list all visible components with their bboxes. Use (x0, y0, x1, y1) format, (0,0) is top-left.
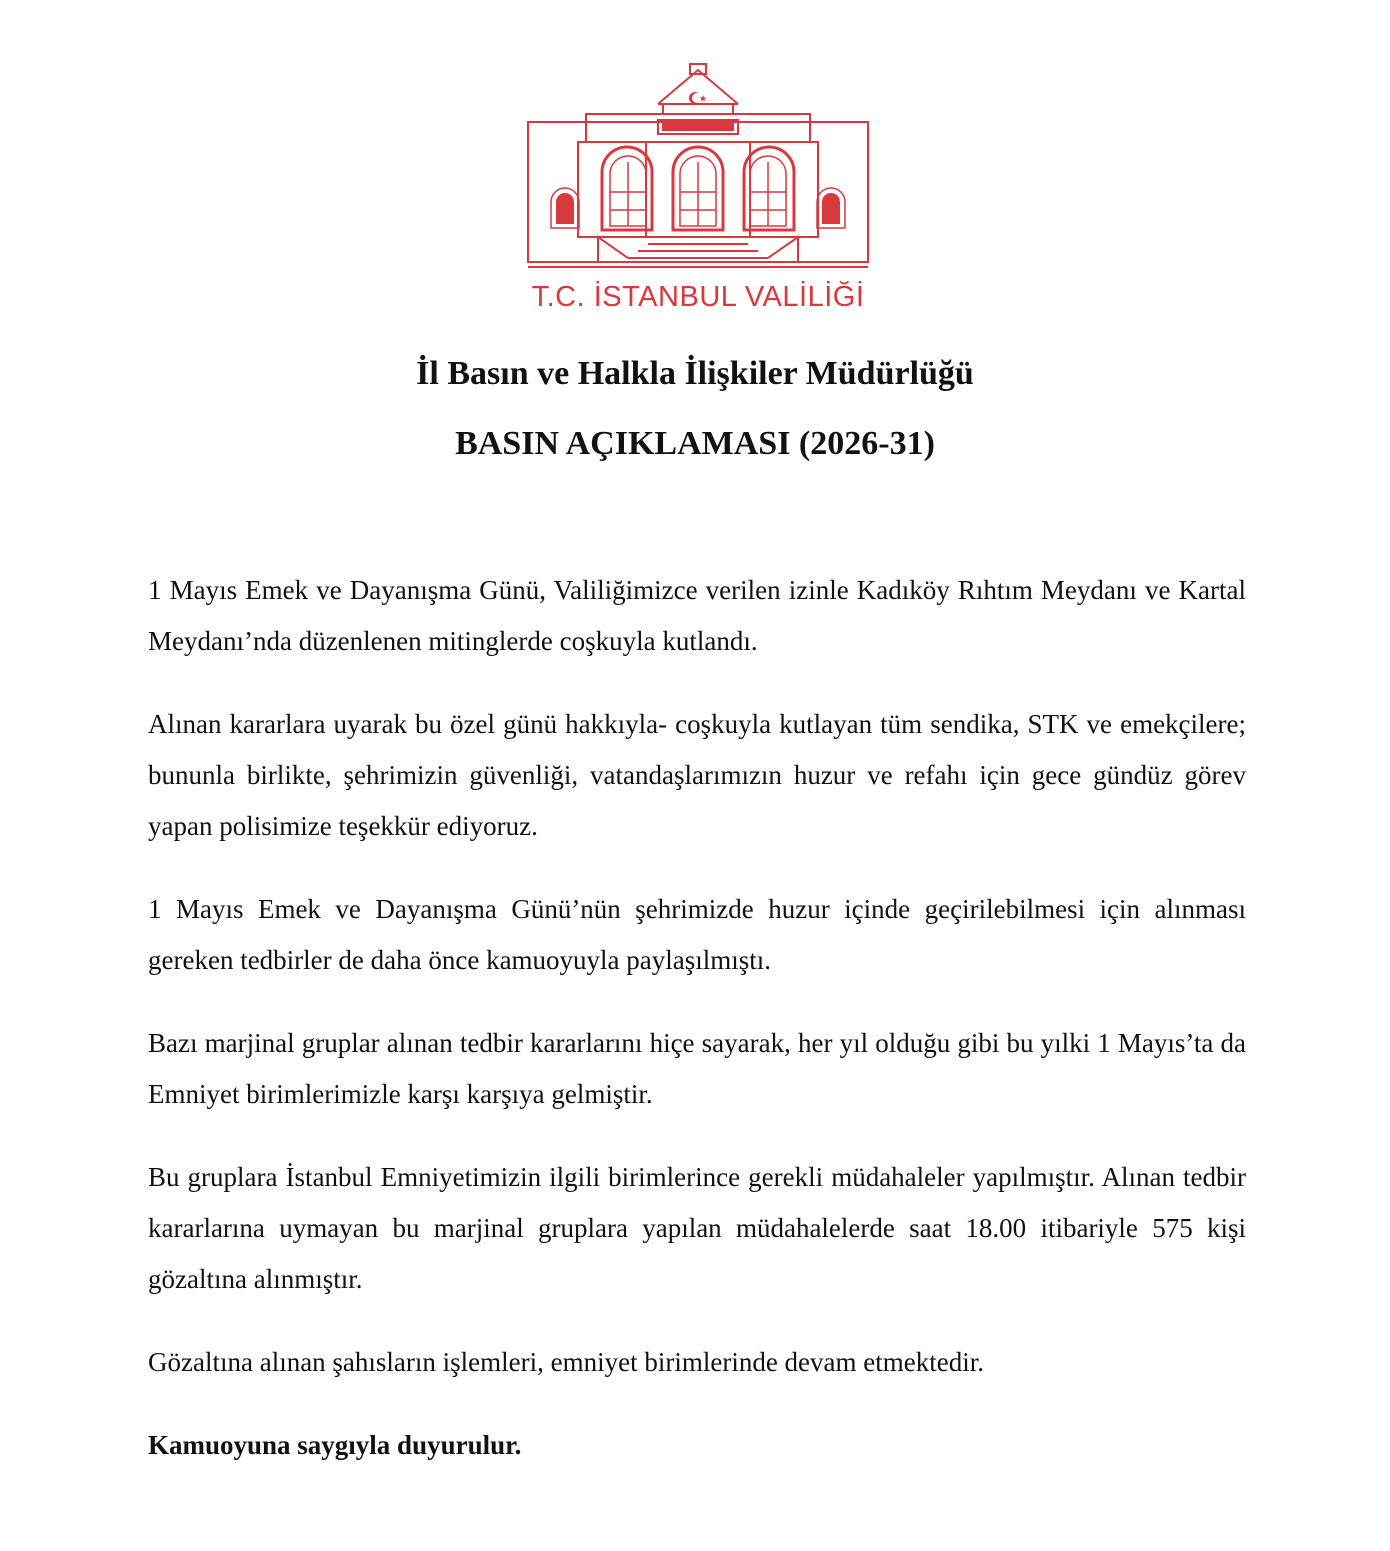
body-paragraph: Bazı marjinal gruplar alınan tedbir kararlarını hiçe sayarak, her yıl olduğu gibi bu yılki 1 Mayıs’ta da Emniyet birimlerimizle karşı karşıya gelmiştir. (148, 1028, 1246, 1109)
body-paragraph: 1 Mayıs Emek ve Dayanışma Günü’nün şehrimizde huzur içinde geçirilebilmesi için alınması gereken tedbirler de daha önce kamuoyuyla paylaşılmıştı. (148, 894, 1246, 975)
governorship-building-icon (518, 62, 878, 322)
department-heading: İl Basın ve Halkla İlişkiler Müdürlüğü (416, 355, 974, 392)
body-paragraph: Alınan kararlara uyarak bu özel günü hakkıyla- coşkuyla kutlayan tüm sendika, STK ve emekçilere; bununla birlikte, şehrimizin güvenliği, vatandaşlarımızın huzur ve refahı için gece gündüz görev yapan polisimize teşekkür ediyoruz. (148, 709, 1246, 841)
body-paragraph: Bu gruplara İstanbul Emniyetimizin ilgili birimlerince gerekli müdahaleler yapılmıştır. Alınan tedbir kararlarına uymayan bu marjinal gruplara yapılan müdahalelerde saat 18.00 itibariyle 575 kişi gözaltına alınmıştır. (148, 1162, 1246, 1294)
body-paragraph: Gözaltına alınan şahısların işlemleri, emniyet birimlerinde devam etmektedir. (148, 1347, 984, 1377)
press-release-body (148, 565, 1246, 1503)
closing-statement: Kamuoyuna saygıyla duyurulur. (148, 1430, 522, 1460)
body-paragraph: 1 Mayıs Emek ve Dayanışma Günü, Valiliğimizce verilen izinle Kadıköy Rıhtım Meydanı ve Kartal Meydanı’nda düzenlenen mitinglerde coşkuyla kutlandı. (148, 575, 1246, 656)
logo-org-name: T.C. İSTANBUL VALİLİĞİ (531, 281, 865, 313)
press-release-title: BASIN AÇIKLAMASI (2026-31) (455, 425, 935, 462)
istanbul-governorship-logo (518, 62, 878, 322)
